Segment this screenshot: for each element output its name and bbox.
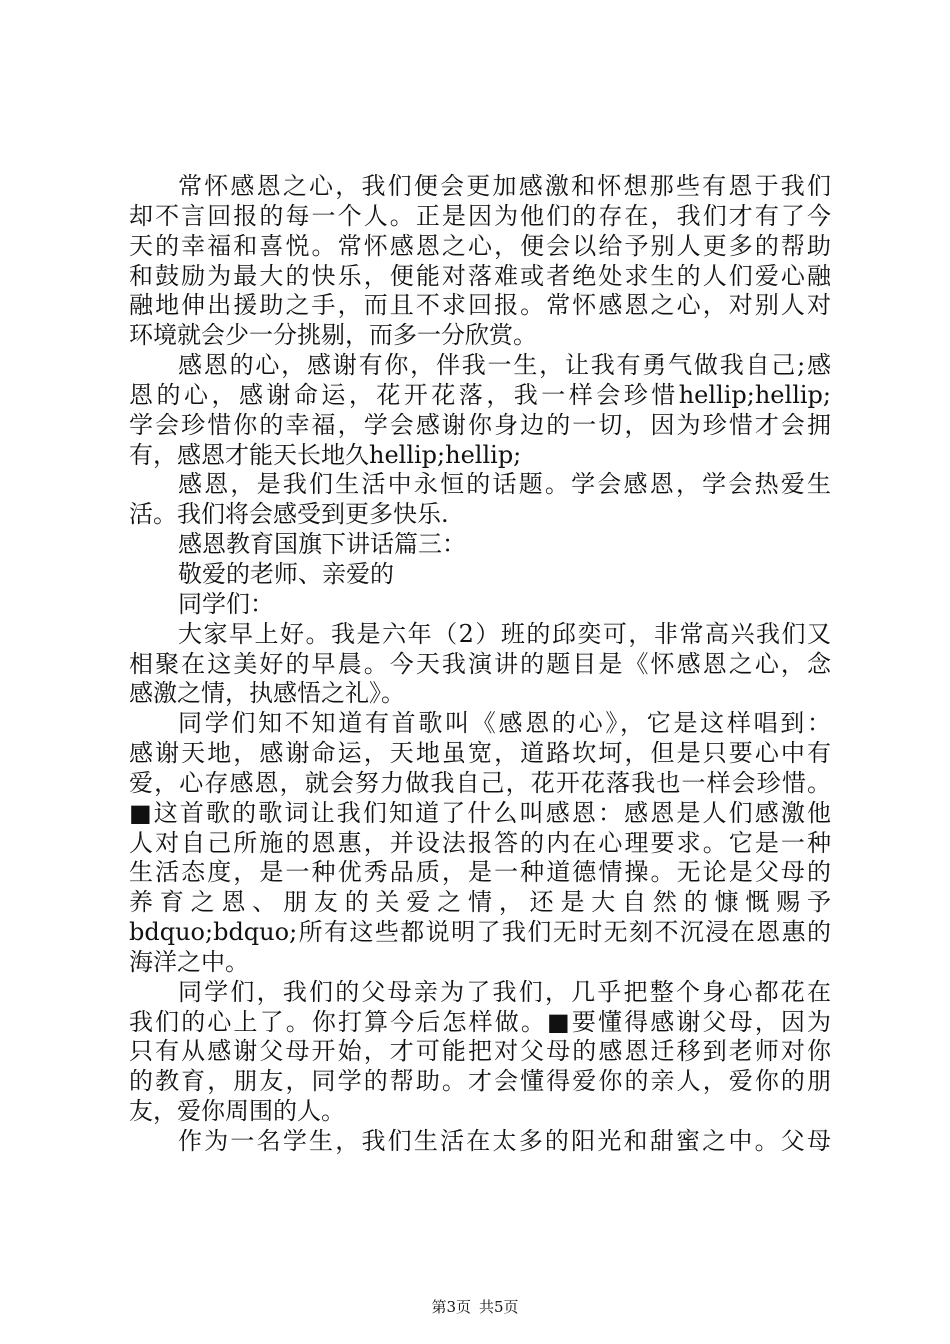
paragraph-line: 的教育，朋友，同学的帮助。才会懂得爱你的亲人，爱你的朋: [129, 1067, 831, 1096]
paragraph-line: 有，感恩才能天长地久hellip;hellip;: [129, 440, 522, 469]
paragraph-line: 天的幸福和喜悦。常怀感恩之心，便会以给予别人更多的帮助: [129, 231, 831, 260]
page-number: 第3页: [431, 1298, 471, 1316]
section-heading: 感恩教育国旗下讲话篇三：: [178, 530, 466, 559]
paragraph-line: 同学们，我们的父母亲为了我们，几乎把整个身心都花在: [178, 977, 831, 1006]
paragraph-line: 相聚在这美好的早晨。今天我演讲的题目是《怀感恩之心，念: [129, 649, 831, 678]
paragraph-line: 只有从感谢父母开始，才可能把对父母的感恩迁移到老师对你: [129, 1037, 831, 1066]
paragraph-line: 却不言回报的每一个人。正是因为他们的存在，我们才有了今: [129, 201, 831, 230]
paragraph-line: 融地伸出援助之手，而且不求回报。常怀感恩之心，对别人对: [129, 291, 831, 320]
paragraph-line: 海洋之中。: [129, 947, 249, 976]
paragraph-line: 养育之恩、朋友的关爱之情，还是大自然的慷慨赐予: [129, 888, 831, 917]
paragraph-line: 环境就会少一分挑剔，而多一分欣赏。: [129, 321, 537, 350]
paragraph-line: 感激之情，执感悟之礼》。: [129, 679, 405, 708]
paragraph-line: 作为一名学生，我们生活在太多的阳光和甜蜜之中。父母: [178, 1127, 831, 1155]
page-total: 共5页: [479, 1298, 519, 1316]
paragraph-line: 和鼓励为最大的快乐，便能对落难或者绝处求生的人们爱心融: [129, 261, 831, 290]
paragraph-line: 同学们知不知道有首歌叫《感恩的心》，它是这样唱到：: [178, 709, 831, 738]
paragraph-line: 人对自己所施的恩惠，并设法报答的内在心理要求。它是一种: [129, 828, 831, 857]
paragraph-line: 常怀感恩之心，我们便会更加感激和怀想那些有恩于我们: [178, 172, 831, 200]
paragraph-line: 感恩的心，感谢有你，伴我一生，让我有勇气做我自己;感: [178, 351, 831, 380]
salutation-line: 敬爱的老师、亲爱的: [178, 559, 394, 588]
paragraph-line: 感谢天地，感谢命运，天地虽宽，道路坎坷，但是只要心中有: [129, 739, 831, 768]
paragraph-line: ■这首歌的歌词让我们知道了什么叫感恩：感恩是人们感激他: [129, 798, 831, 827]
paragraph-line: 活。我们将会感受到更多快乐.: [129, 500, 449, 529]
paragraph-line: 感恩，是我们生活中永恒的话题。学会感恩，学会热爱生: [178, 470, 831, 499]
page-footer: [0, 1297, 950, 1317]
paragraph-line: 生活态度，是一种优秀品质，是一种道德情操。无论是父母的: [129, 858, 831, 887]
paragraph-line: 恩的心，感谢命运，花开花落，我一样会珍惜hellip;hellip;: [129, 380, 831, 409]
paragraph-line: 爱，心存感恩，就会努力做我自己，花开花落我也一样会珍惜。: [129, 768, 831, 797]
paragraph-line: 我们的心上了。你打算今后怎样做。■要懂得感谢父母，因为: [129, 1007, 831, 1036]
paragraph-line: 学会珍惜你的幸福，学会感谢你身边的一切，因为珍惜才会拥: [129, 410, 831, 439]
document-body: [129, 172, 831, 1157]
paragraph-line: bdquo;bdquo;所有这些都说明了我们无时无刻不沉浸在恩惠的: [129, 918, 831, 947]
paragraph-line: 友，爱你周围的人。: [129, 1097, 345, 1126]
paragraph-line: 大家早上好。我是六年（2）班的邱奕可，非常高兴我们又: [178, 619, 831, 648]
salutation-line: 同学们：: [178, 589, 274, 618]
